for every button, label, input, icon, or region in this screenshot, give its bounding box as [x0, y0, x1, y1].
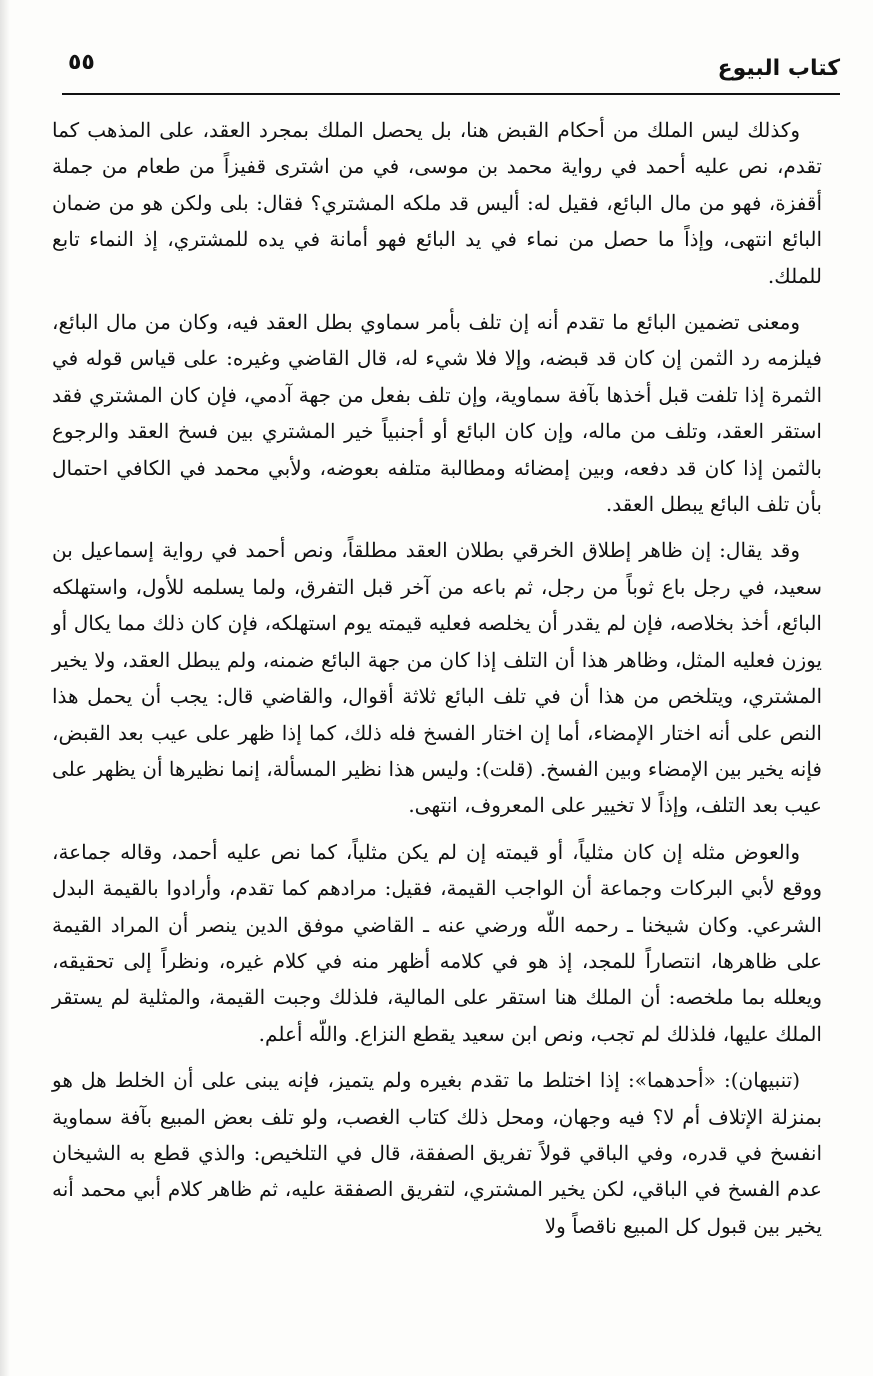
paragraph-3: وقد يقال: إن ظاهر إطلاق الخرقي بطلان العقد مطلقاً، ونص أحمد في رواية إسماعيل بن سعيد، في رجل باع ثوباً من رجل، ثم باعه من آخر قبل التفرق، ولما يسلمه للأول، واستهلكه البائع، أخذ بخلاصه، فإن لم يقدر أن يخلصه فعليه قيمته يوم استهلكه، فإن كان ذلك مما يكال أو يوزن فعليه المثل، وظاهر هذا أن التلف إذا كان من جهة البائع ضمنه، ولم يبطل العقد، ولا يخير المشتري، ويتلخص من هذا أن في تلف البائع ثلاثة أقوال، والقاضي قال: يجب أن يحمل هذا النص على أنه اختار الإمضاء، أما إن اختار الفسخ فله ذلك، كما إذا ظهر على عيب بعد القبض، فإنه يخير بين الإمضاء وبين الفسخ. (قلت): وليس هذا نظير المسألة، إنما نظيرها أن يظهر على عيب بعد التلف، وإذاً لا تخيير على المعروف، انتهى. — [52, 538, 822, 818]
page-number: ٥٥ — [68, 50, 95, 75]
paragraph-1: وكذلك ليس الملك من أحكام القبض هنا، بل يحصل الملك بمجرد العقد، على المذهب كما تقدم، نص عليه أحمد في رواية محمد بن موسى، في من اشترى قفيزاً من طعام من جملة أقفزة، فهو من مال البائع، فقيل له: أليس قد ملكه المشتري؟ فقال: بلى ولكن هو من ضمان البائع انتهى، وإذاً ما حصل من نماء في يد البائع فهو أمانة في يده للمشتري، إذ النماء تابع للملك. — [52, 118, 822, 288]
paragraph-5: (تنبيهان): «أحدهما»: إذا اختلط ما تقدم بغيره ولم يتميز، فإنه يبنى على أن الخلط هل هو بمنزلة الإتلاف أم لا؟ فيه وجهان، ومحل ذلك كتاب الغصب، ولو تلف بعض المبيع بآفة سماوية انفسخ في قدره، وفي الباقي قولاً تفريق الصفقة، قال في التلخيص: والذي قطع به الشيخان عدم الفسخ في الباقي، لكن يخير المشتري، لتفريق الصفقة عليه، ثم ظاهر كلام أبي محمد أنه يخير بين قبول كل المبيع ناقصاً ولا — [52, 1068, 822, 1238]
paragraph-4: والعوض مثله إن كان مثلياً، أو قيمته إن لم يكن مثلياً، كما نص عليه أحمد، وقاله جماعة، ووقع لأبي البركات وجماعة أن الواجب القيمة، فقيل: مرادهم كما تقدم، وأرادوا بالقيمة البدل الشرعي. وكان شيخنا ـ رحمه اللّه ورضي عنه ـ القاضي موفق الدين ينصر أن المراد القيمة على ظاهرها، انتصاراً للمجد، إذ هو في كلامه أظهر منه في كلام غيره، ونظراً إلى تحقيقه، ويعلله بما ملخصه: أن الملك هنا استقر على المالية، فلذلك وجبت القيمة، والمثلية لم يستقر الملك عليها، فلذلك لم تجب، ونص ابن سعيد يقطع النزاع. واللّه أعلم. — [52, 839, 822, 1046]
running-header — [62, 44, 840, 94]
paragraph-2: ومعنى تضمين البائع ما تقدم أنه إن تلف بأمر سماوي بطل العقد فيه، وكان من مال البائع، فيلزمه رد الثمن إن كان قد قبضه، وإلا فلا شيء له، قال القاضي وغيره: على قياس قوله في الثمرة إذا تلفت قبل أخذها بآفة سماوية، وإن تلف بفعل من جهة آدمي، فإن كان المشتري فقد استقر العقد، وتلف من ماله، وإن كان البائع أو أجنبياً خير المشتري بين فسخ العقد والرجوع بالثمن إذا كان قد دفعه، وبين إمضائه ومطالبة متلفه بعوضه، ولأبي محمد في الكافي احتمال بأن تلف البائع يبطل العقد. — [52, 310, 822, 517]
body-text — [52, 112, 822, 1244]
scan-edge-shadow — [0, 0, 10, 1376]
book-title: كتاب البيوع — [717, 56, 840, 81]
header-rule — [62, 93, 840, 95]
